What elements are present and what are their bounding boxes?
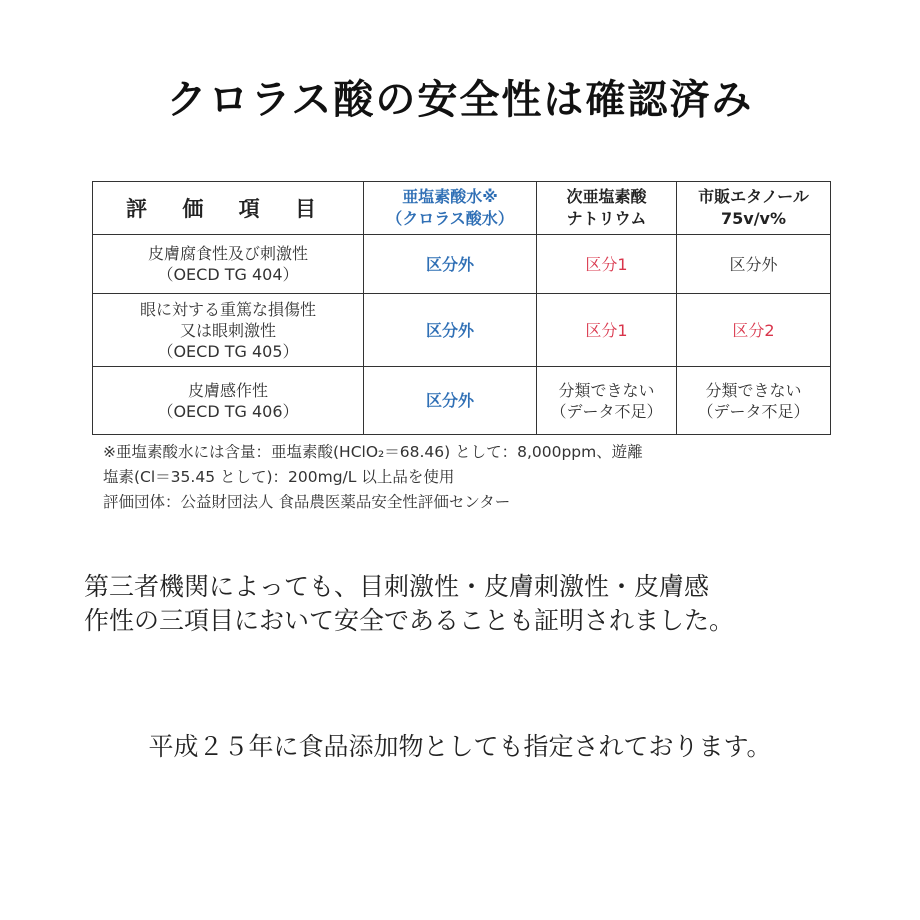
item-line: 又は眼刺激性 [179, 320, 276, 340]
row-item [93, 294, 364, 367]
value-line: 分類できない [558, 380, 655, 400]
header-line: （クロラス酸水） [386, 209, 514, 228]
header-evaluation-item: 評 価 項 目 [93, 182, 364, 235]
cell-value [677, 235, 831, 294]
cell-value [537, 367, 677, 435]
value-line: 区分1 [585, 254, 628, 274]
header-line: ナトリウム [566, 209, 647, 228]
value-line: 区分外 [425, 254, 474, 274]
value-line: 区分2 [732, 320, 775, 340]
footnote-line: 塩素(Cl＝35.45 として)：200mg/L 以上品を使用 [103, 468, 455, 486]
statement-line: 作性の三項目において安全であることも証明されました。 [84, 606, 735, 635]
item-line: 皮膚腐食性及び刺激性 [147, 244, 308, 263]
value-line: 区分外 [729, 254, 778, 274]
value-line: 区分外 [425, 391, 474, 410]
row-item [93, 235, 364, 294]
value-line: （データ不足） [697, 401, 810, 421]
row-item [93, 367, 364, 435]
item-line: （OECD TG 406） [157, 401, 299, 421]
value-line: 分類できない [705, 380, 802, 400]
page-title: クロラス酸の安全性は確認済み [166, 77, 754, 123]
cell-value [364, 367, 537, 435]
food-additive-statement: 平成２５年に食品添加物としても指定されております。 [148, 732, 772, 761]
value-line: 区分1 [585, 320, 628, 340]
cell-value [677, 367, 831, 435]
header-chlorous-acid-water [364, 182, 537, 235]
footnote-line: 評価団体：公益財団法人 食品農医薬品安全性評価センター [103, 493, 511, 511]
header-line: 75v/v% [721, 209, 786, 228]
header-sodium-hypochlorite [537, 182, 677, 235]
cell-value [537, 294, 677, 367]
footnotes [103, 440, 863, 515]
safety-comparison-table [92, 181, 831, 435]
item-line: 皮膚感作性 [187, 380, 268, 400]
item-line: （OECD TG 404） [157, 265, 299, 284]
table-row [93, 367, 831, 435]
cell-value [364, 235, 537, 294]
statement-line: 第三者機関によっても、目刺激性・皮膚刺激性・皮膚感 [84, 572, 710, 601]
cell-value [364, 294, 537, 367]
safety-statement [84, 570, 884, 638]
header-line: 次亜塩素酸 [566, 187, 647, 206]
cell-value [537, 235, 677, 294]
table-row [93, 235, 831, 294]
header-line: 市販エタノール [698, 187, 809, 206]
item-line: （OECD TG 405） [157, 341, 299, 361]
header-ethanol [677, 182, 831, 235]
footnote-line: ※亜塩素酸水には含量：亜塩素酸(HClO₂＝68.46) として：8,000ppm、遊離 [103, 443, 643, 461]
table-row [93, 294, 831, 367]
value-line: （データ不足） [550, 401, 663, 421]
table-header-row [93, 182, 831, 235]
cell-value [677, 294, 831, 367]
item-line: 眼に対する重篤な損傷性 [139, 299, 316, 319]
value-line: 区分外 [425, 320, 474, 340]
header-line: 亜塩素酸水※ [402, 187, 498, 206]
